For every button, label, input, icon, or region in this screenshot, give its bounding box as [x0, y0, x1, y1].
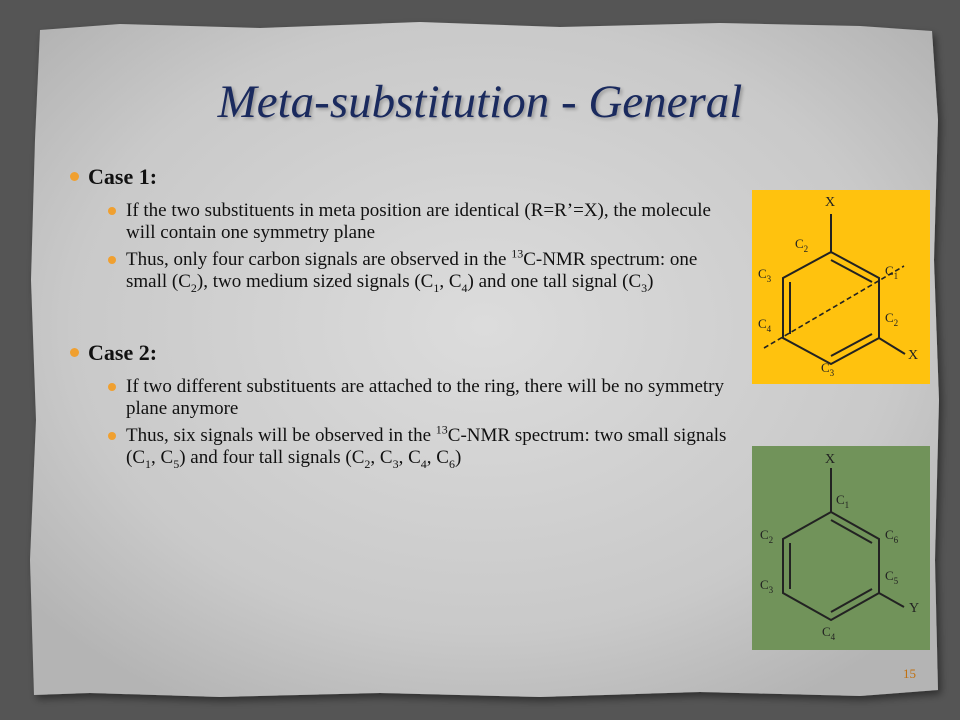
bullet-icon [108, 383, 116, 391]
spacer [70, 292, 740, 336]
atom: C [836, 492, 845, 507]
page-number: 15 [903, 666, 916, 681]
text-run: Thus, only four carbon signals are observed in the [126, 249, 512, 270]
subscript: 3 [392, 456, 399, 471]
atom-index: 1 [844, 500, 850, 510]
case1-bullet-2 [108, 246, 740, 295]
atom: C [758, 316, 767, 331]
atom-index: 4 [830, 632, 836, 642]
text-run: , C [370, 446, 393, 468]
case1-heading: Case 1: [88, 164, 158, 189]
subscript: 1 [433, 280, 440, 295]
atom-index: 2 [803, 244, 809, 254]
case2-bullet-1-text: If two different substituents are attached to the ring, there will be no symmetry plane anymore [126, 376, 724, 419]
bullet-icon [70, 172, 79, 181]
atom-index: 1 [893, 271, 899, 281]
case1-heading-item [70, 160, 740, 194]
case1-bullet-1-text: If the two substituents in meta position are identical (R=R’=X), the molecule will contain one symmetry plane [126, 200, 711, 243]
subscript: 1 [145, 456, 151, 471]
subscript: 4 [461, 280, 468, 295]
diagram2-background [752, 446, 930, 650]
atom: C [821, 360, 830, 375]
diagram1-background [752, 190, 930, 384]
bullet-list [70, 160, 740, 471]
atom-index: 2 [768, 535, 774, 545]
label-x-top: X [825, 452, 836, 467]
atom: C [758, 266, 767, 281]
atom: C [760, 577, 769, 592]
atom: C [760, 527, 769, 542]
subscript: 6 [448, 456, 455, 471]
superscript: 13 [435, 422, 448, 437]
bullet-icon [108, 207, 116, 215]
text-run: ) and four tall signals (C [179, 446, 365, 468]
case2-heading-item [70, 336, 740, 370]
meta-symmetric-benzene-diagram [752, 190, 930, 384]
subscript: 2 [364, 456, 371, 471]
atom-index: 4 [766, 324, 772, 334]
case2-bullet-1 [108, 376, 740, 419]
text-run: ) [454, 446, 462, 468]
atom-index: 3 [768, 585, 774, 595]
bullet-icon [108, 432, 116, 440]
text-run: ) and one tall signal (C [467, 270, 642, 292]
meta-asymmetric-benzene-diagram [752, 446, 930, 650]
label-y-right: Y [909, 601, 920, 616]
subscript: 3 [641, 280, 648, 295]
atom-index: 2 [893, 318, 899, 328]
atom-index: 5 [893, 576, 899, 586]
text-run: ) [647, 270, 654, 292]
bullet-icon [108, 256, 116, 264]
case2-bullet-2 [108, 422, 740, 471]
label-x-top: X [825, 195, 836, 210]
text-run: C-NMR spectrum: two small signals (C [126, 425, 727, 468]
subscript: 2 [190, 280, 197, 295]
atom: C [885, 568, 894, 583]
atom: C [885, 310, 894, 325]
text-run: C-NMR spectrum: one small (C [126, 249, 698, 292]
slide-title: Meta-substitution - General [217, 76, 743, 128]
text-run: , C [439, 270, 462, 292]
atom: C [885, 263, 894, 278]
subscript: 4 [420, 456, 427, 471]
atom: C [885, 527, 894, 542]
text-run: , C [398, 446, 421, 468]
text-run: , C [426, 446, 449, 468]
case1-bullet-1 [108, 200, 740, 243]
case2-heading: Case 2: [88, 340, 158, 365]
atom: C [822, 624, 831, 639]
atom-index: 3 [766, 274, 772, 284]
label-x-right: X [908, 348, 919, 363]
text-run: ), two medium sized signals (C [196, 270, 434, 292]
atom-index: 3 [829, 368, 835, 378]
subscript: 5 [173, 456, 180, 471]
text-run: , C [151, 446, 174, 468]
bullet-icon [70, 348, 79, 357]
atom: C [795, 236, 804, 251]
superscript: 13 [511, 246, 524, 261]
atom-index: 6 [893, 535, 899, 545]
text-run: Thus, six signals will be observed in the [126, 425, 436, 446]
